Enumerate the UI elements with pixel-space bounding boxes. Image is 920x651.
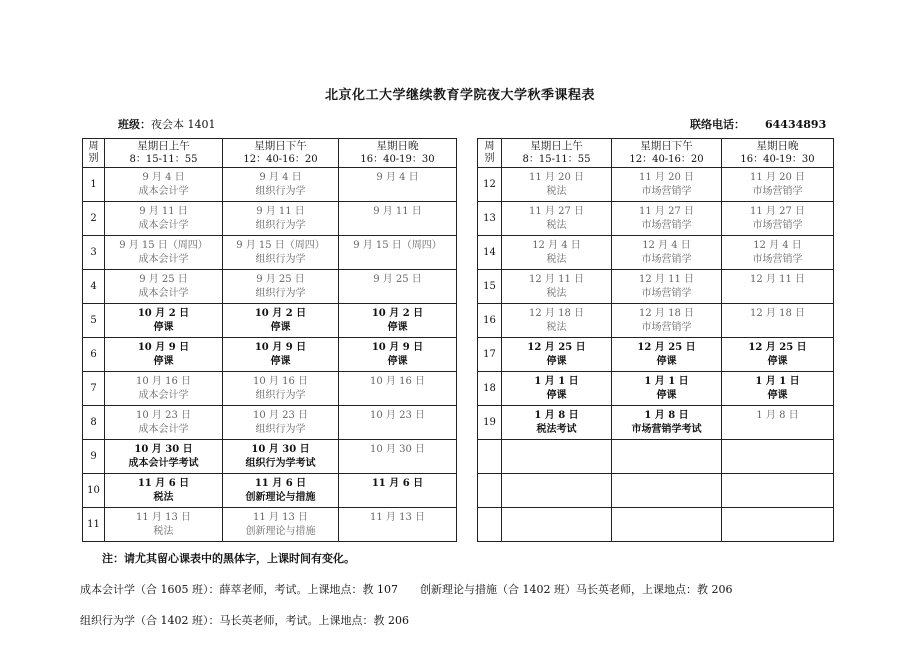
cell-date: 12 月 11 日 bbox=[639, 273, 694, 285]
cell-date: 10 月 2 日 bbox=[254, 307, 307, 319]
cell-date: 12 月 4 日 bbox=[532, 239, 581, 251]
cell-date: 11 月 27 日 bbox=[750, 205, 805, 217]
cell-date: 10 月 30 日 bbox=[370, 443, 425, 455]
cell-date: 11 月 20 日 bbox=[529, 171, 584, 183]
cell-course: 组织行为学考试 bbox=[245, 457, 316, 469]
table-row bbox=[478, 236, 834, 270]
cell-course: 停课 bbox=[767, 389, 788, 401]
schedule-cell bbox=[105, 440, 223, 474]
schedule-cell bbox=[722, 304, 834, 338]
schedule-cell bbox=[105, 406, 223, 440]
schedule-cell bbox=[502, 202, 612, 236]
schedule-cell bbox=[339, 372, 457, 406]
cell-course: 组织行为学 bbox=[255, 389, 306, 401]
week-number: 10 bbox=[83, 474, 105, 508]
week-number: 13 bbox=[478, 202, 502, 236]
cell-date: 11 月 6 日 bbox=[137, 477, 190, 489]
cell-course: 成本会计学考试 bbox=[128, 457, 199, 469]
schedule-cell bbox=[105, 270, 223, 304]
col1-time: 8：15-11：55 bbox=[129, 154, 198, 165]
cell-course: 创新理论与措施 bbox=[245, 491, 316, 503]
cell-course: 税法 bbox=[153, 525, 174, 537]
cell-course: 税法 bbox=[546, 287, 567, 299]
schedule-cell bbox=[612, 406, 722, 440]
cell-date: 12 月 11 日 bbox=[529, 273, 584, 285]
cell-date: 1 月 8 日 bbox=[756, 409, 799, 421]
header-row bbox=[83, 139, 457, 168]
cell-date: 9 月 15 日（周四） bbox=[353, 239, 442, 251]
cell-course: 市场营销学 bbox=[641, 287, 692, 299]
week-number: 2 bbox=[83, 202, 105, 236]
table-row bbox=[83, 304, 457, 338]
schedule-cell bbox=[105, 372, 223, 406]
week-header bbox=[83, 139, 105, 168]
week-number: 4 bbox=[83, 270, 105, 304]
week-number: 16 bbox=[478, 304, 502, 338]
schedule-cell bbox=[502, 304, 612, 338]
cell-course bbox=[722, 321, 833, 335]
cell-date: 12 月 4 日 bbox=[753, 239, 802, 251]
cell-course: 市场营销学 bbox=[752, 185, 803, 197]
col3-time: 16：40-19：30 bbox=[360, 154, 435, 165]
cell-course: 成本会计学 bbox=[138, 287, 189, 299]
schedule-cell bbox=[612, 168, 722, 202]
table-row bbox=[83, 168, 457, 202]
schedule-cell bbox=[105, 508, 223, 542]
week-number: 6 bbox=[83, 338, 105, 372]
cell-course: 市场营销学 bbox=[752, 253, 803, 265]
schedule-cell bbox=[612, 304, 722, 338]
cell-course: 停课 bbox=[546, 355, 567, 367]
schedule-cell bbox=[339, 474, 457, 508]
cell-date: 10 月 9 日 bbox=[137, 341, 190, 353]
table-row bbox=[478, 406, 834, 440]
cell-date: 11 月 6 日 bbox=[371, 477, 424, 489]
col2-time: 12：40-16：20 bbox=[629, 154, 704, 165]
table-row bbox=[83, 270, 457, 304]
schedule-cell bbox=[339, 338, 457, 372]
cell-date: 10 月 9 日 bbox=[254, 341, 307, 353]
table-row bbox=[83, 372, 457, 406]
cell-course bbox=[722, 484, 833, 498]
cell-course bbox=[502, 484, 611, 498]
week-number bbox=[478, 508, 502, 542]
cell-course: 成本会计学 bbox=[138, 389, 189, 401]
schedule-cell bbox=[105, 304, 223, 338]
schedule-cell bbox=[105, 236, 223, 270]
week-number bbox=[478, 440, 502, 474]
cell-date: 10 月 2 日 bbox=[371, 307, 424, 319]
schedule-cell bbox=[722, 406, 834, 440]
week-header-text: 周别 bbox=[88, 141, 99, 164]
table-row bbox=[478, 168, 834, 202]
schedule-cell bbox=[223, 508, 339, 542]
schedule-cell bbox=[339, 168, 457, 202]
cell-date: 9 月 25 日 bbox=[373, 273, 422, 285]
col2-time: 12：40-16：20 bbox=[243, 154, 318, 165]
cell-course: 市场营销学考试 bbox=[631, 423, 702, 435]
schedule-cell bbox=[339, 270, 457, 304]
week-header-text: 周别 bbox=[484, 141, 495, 164]
cell-course: 市场营销学 bbox=[752, 219, 803, 231]
schedule-cell bbox=[612, 270, 722, 304]
cell-date: 9 月 4 日 bbox=[259, 171, 302, 183]
schedule-table-left bbox=[82, 138, 457, 542]
schedule-cell bbox=[223, 236, 339, 270]
cell-course: 停课 bbox=[387, 355, 408, 367]
schedule-table-right bbox=[477, 138, 834, 542]
cell-date: 10 月 30 日 bbox=[251, 443, 310, 455]
week-number: 8 bbox=[83, 406, 105, 440]
col3-time: 16：40-19：30 bbox=[740, 154, 815, 165]
table-row bbox=[83, 236, 457, 270]
table-row bbox=[83, 338, 457, 372]
cell-date: 10 月 16 日 bbox=[136, 375, 191, 387]
cell-date: 12 月 18 日 bbox=[750, 307, 805, 319]
schedule-cell bbox=[612, 508, 722, 542]
cell-date: 12 月 25 日 bbox=[748, 341, 807, 353]
contact-label: 联络电话： bbox=[690, 118, 745, 131]
class-label: 班级： bbox=[118, 118, 151, 131]
week-number: 9 bbox=[83, 440, 105, 474]
cell-course bbox=[339, 185, 456, 199]
week-number: 3 bbox=[83, 236, 105, 270]
cell-course bbox=[339, 253, 456, 267]
schedule-cell bbox=[502, 338, 612, 372]
schedule-cell bbox=[105, 474, 223, 508]
col1-day: 星期日上午 bbox=[137, 140, 190, 152]
schedule-cell bbox=[105, 338, 223, 372]
table-row bbox=[83, 474, 457, 508]
table-row bbox=[478, 338, 834, 372]
col1-header bbox=[502, 139, 612, 168]
cell-course: 成本会计学 bbox=[138, 253, 189, 265]
cell-course bbox=[722, 423, 833, 437]
cell-course: 停课 bbox=[656, 355, 677, 367]
table-row bbox=[478, 202, 834, 236]
schedule-cell bbox=[612, 338, 722, 372]
cell-course: 组织行为学 bbox=[255, 253, 306, 265]
cell-course bbox=[612, 484, 721, 498]
cell-course: 税法 bbox=[153, 491, 174, 503]
cell-date: 11 月 20 日 bbox=[750, 171, 805, 183]
cell-date: 11 月 13 日 bbox=[136, 511, 191, 523]
schedule-cell bbox=[722, 508, 834, 542]
cell-date: 1 月 8 日 bbox=[534, 409, 579, 421]
cell-course: 税法 bbox=[546, 321, 567, 333]
cell-course bbox=[339, 491, 456, 505]
schedule-cell bbox=[612, 372, 722, 406]
schedule-cell bbox=[223, 168, 339, 202]
class-info bbox=[118, 116, 216, 132]
cell-course: 组织行为学 bbox=[255, 423, 306, 435]
cell-course: 市场营销学 bbox=[641, 185, 692, 197]
schedule-cell bbox=[339, 304, 457, 338]
cell-date: 1 月 1 日 bbox=[755, 375, 800, 387]
schedule-cell bbox=[502, 406, 612, 440]
week-number: 5 bbox=[83, 304, 105, 338]
col1-time: 8：15-11：55 bbox=[522, 154, 591, 165]
table-row bbox=[478, 508, 834, 542]
week-number: 1 bbox=[83, 168, 105, 202]
cell-date: 9 月 15 日（周四） bbox=[119, 239, 208, 251]
cell-course: 市场营销学 bbox=[641, 219, 692, 231]
cell-date: 9 月 4 日 bbox=[376, 171, 419, 183]
schedule-cell bbox=[722, 168, 834, 202]
week-number: 7 bbox=[83, 372, 105, 406]
table-row bbox=[83, 406, 457, 440]
cell-date: 10 月 23 日 bbox=[136, 409, 191, 421]
cell-date: 9 月 25 日 bbox=[256, 273, 305, 285]
schedule-cell bbox=[612, 236, 722, 270]
schedule-note: 注：请尤其留心课表中的黑体字，上课时间有变化。 bbox=[102, 552, 355, 565]
header-row bbox=[478, 139, 834, 168]
cell-date: 12 月 11 日 bbox=[750, 273, 805, 285]
schedule-cell bbox=[223, 338, 339, 372]
cell-course bbox=[339, 525, 456, 539]
cell-date: 10 月 9 日 bbox=[371, 341, 424, 353]
cell-course: 停课 bbox=[387, 321, 408, 333]
cell-course bbox=[612, 518, 721, 532]
schedule-cell bbox=[722, 372, 834, 406]
cell-course: 成本会计学 bbox=[138, 423, 189, 435]
cell-date: 11 月 6 日 bbox=[254, 477, 307, 489]
schedule-cell bbox=[339, 236, 457, 270]
table-row bbox=[478, 474, 834, 508]
cell-course bbox=[339, 457, 456, 471]
schedule-cell bbox=[502, 372, 612, 406]
col3-day: 星期日晚 bbox=[756, 140, 799, 152]
schedule-cell bbox=[612, 440, 722, 474]
schedule-cell bbox=[722, 202, 834, 236]
table-row bbox=[478, 304, 834, 338]
cell-date: 11 月 20 日 bbox=[639, 171, 694, 183]
schedule-cell bbox=[339, 406, 457, 440]
col2-header bbox=[612, 139, 722, 168]
cell-course: 税法 bbox=[546, 219, 567, 231]
schedule-cell bbox=[339, 202, 457, 236]
schedule-cell bbox=[105, 202, 223, 236]
schedule-cell bbox=[722, 474, 834, 508]
schedule-cell bbox=[223, 440, 339, 474]
cell-course: 停课 bbox=[153, 321, 174, 333]
schedule-cell bbox=[502, 508, 612, 542]
schedule-cell bbox=[502, 168, 612, 202]
page-title: 北京化工大学继续教育学院夜大学秋季课程表 bbox=[324, 88, 595, 103]
col1-header bbox=[105, 139, 223, 168]
week-number: 19 bbox=[478, 406, 502, 440]
cell-date: 10 月 23 日 bbox=[370, 409, 425, 421]
cell-course: 组织行为学 bbox=[255, 219, 306, 231]
cell-date: 1 月 8 日 bbox=[644, 409, 689, 421]
col3-header bbox=[722, 139, 834, 168]
cell-course: 市场营销学 bbox=[641, 321, 692, 333]
cell-course: 停课 bbox=[656, 389, 677, 401]
col2-day: 星期日下午 bbox=[640, 140, 693, 152]
schedule-cell bbox=[223, 270, 339, 304]
cell-date: 11 月 27 日 bbox=[639, 205, 694, 217]
cell-date: 1 月 1 日 bbox=[534, 375, 579, 387]
table-row bbox=[478, 440, 834, 474]
cell-date: 10 月 16 日 bbox=[370, 375, 425, 387]
week-number: 14 bbox=[478, 236, 502, 270]
cell-course: 停课 bbox=[546, 389, 567, 401]
cell-date: 10 月 16 日 bbox=[253, 375, 308, 387]
table-row bbox=[478, 270, 834, 304]
course-info-line-1: 成本会计学（合 1605 班）：薛萃老师，考试。上课地点：教 107 创新理论与措施（合 1402 班）马长英老师，上课地点：教 206 bbox=[80, 583, 733, 596]
schedule-cell bbox=[502, 440, 612, 474]
cell-date: 11 月 13 日 bbox=[370, 511, 425, 523]
schedule-cell bbox=[223, 372, 339, 406]
schedule-cell bbox=[223, 304, 339, 338]
cell-course bbox=[339, 287, 456, 301]
cell-course: 成本会计学 bbox=[138, 185, 189, 197]
table-row bbox=[83, 202, 457, 236]
cell-course: 停课 bbox=[767, 355, 788, 367]
week-number: 18 bbox=[478, 372, 502, 406]
cell-date: 9 月 11 日 bbox=[373, 205, 422, 217]
cell-date: 9 月 25 日 bbox=[139, 273, 188, 285]
schedule-cell bbox=[223, 474, 339, 508]
cell-course: 创新理论与措施 bbox=[245, 525, 316, 537]
cell-course bbox=[502, 450, 611, 464]
cell-course: 停课 bbox=[153, 355, 174, 367]
week-number: 11 bbox=[83, 508, 105, 542]
schedule-cell bbox=[722, 338, 834, 372]
cell-course: 组织行为学 bbox=[255, 287, 306, 299]
cell-course bbox=[339, 423, 456, 437]
cell-course bbox=[339, 389, 456, 403]
cell-course: 税法 bbox=[546, 253, 567, 265]
cell-course bbox=[339, 219, 456, 233]
cell-date: 10 月 30 日 bbox=[134, 443, 193, 455]
cell-date: 11 月 27 日 bbox=[529, 205, 584, 217]
course-info-line-2: 组织行为学（合 1402 班）：马长英老师，考试。上课地点：教 206 bbox=[80, 614, 409, 627]
cell-date: 12 月 25 日 bbox=[527, 341, 586, 353]
cell-date: 12 月 18 日 bbox=[639, 307, 694, 319]
schedule-cell bbox=[722, 236, 834, 270]
schedule-cell bbox=[502, 474, 612, 508]
cell-course bbox=[612, 450, 721, 464]
cell-course: 税法考试 bbox=[536, 423, 577, 435]
week-header bbox=[478, 139, 502, 168]
contact-value: 64434893 bbox=[765, 118, 827, 131]
cell-course bbox=[722, 518, 833, 532]
schedule-cell bbox=[223, 202, 339, 236]
week-number: 15 bbox=[478, 270, 502, 304]
cell-course: 市场营销学 bbox=[641, 253, 692, 265]
cell-date: 9 月 15 日（周四） bbox=[236, 239, 325, 251]
cell-date: 9 月 11 日 bbox=[256, 205, 305, 217]
col2-day: 星期日下午 bbox=[254, 140, 307, 152]
cell-date: 1 月 1 日 bbox=[644, 375, 689, 387]
schedule-cell bbox=[223, 406, 339, 440]
table-row bbox=[478, 372, 834, 406]
table-row bbox=[83, 440, 457, 474]
schedule-cell bbox=[612, 474, 722, 508]
table-row bbox=[83, 508, 457, 542]
cell-course: 税法 bbox=[546, 185, 567, 197]
cell-date: 9 月 4 日 bbox=[142, 171, 185, 183]
cell-course: 停课 bbox=[270, 355, 291, 367]
schedule-cell bbox=[339, 440, 457, 474]
week-number: 12 bbox=[478, 168, 502, 202]
cell-date: 12 月 4 日 bbox=[642, 239, 691, 251]
cell-course: 成本会计学 bbox=[138, 219, 189, 231]
schedule-cell bbox=[612, 202, 722, 236]
cell-date: 10 月 23 日 bbox=[253, 409, 308, 421]
cell-course bbox=[722, 287, 833, 301]
col3-day: 星期日晚 bbox=[376, 140, 419, 152]
cell-date: 10 月 2 日 bbox=[137, 307, 190, 319]
col2-header bbox=[223, 139, 339, 168]
cell-date: 12 月 25 日 bbox=[637, 341, 696, 353]
cell-course: 组织行为学 bbox=[255, 185, 306, 197]
cell-date: 12 月 18 日 bbox=[529, 307, 584, 319]
week-number: 17 bbox=[478, 338, 502, 372]
cell-date: 11 月 13 日 bbox=[253, 511, 308, 523]
schedule-cell bbox=[105, 168, 223, 202]
schedule-cell bbox=[722, 440, 834, 474]
cell-course bbox=[722, 450, 833, 464]
week-number bbox=[478, 474, 502, 508]
col3-header bbox=[339, 139, 457, 168]
schedule-cell bbox=[502, 270, 612, 304]
cell-date: 9 月 11 日 bbox=[139, 205, 188, 217]
col1-day: 星期日上午 bbox=[530, 140, 583, 152]
schedule-cell bbox=[502, 236, 612, 270]
contact-info bbox=[690, 116, 826, 132]
cell-course bbox=[502, 518, 611, 532]
schedule-cell bbox=[339, 508, 457, 542]
class-value: 夜会本 1401 bbox=[151, 118, 216, 131]
cell-course: 停课 bbox=[270, 321, 291, 333]
schedule-cell bbox=[722, 270, 834, 304]
